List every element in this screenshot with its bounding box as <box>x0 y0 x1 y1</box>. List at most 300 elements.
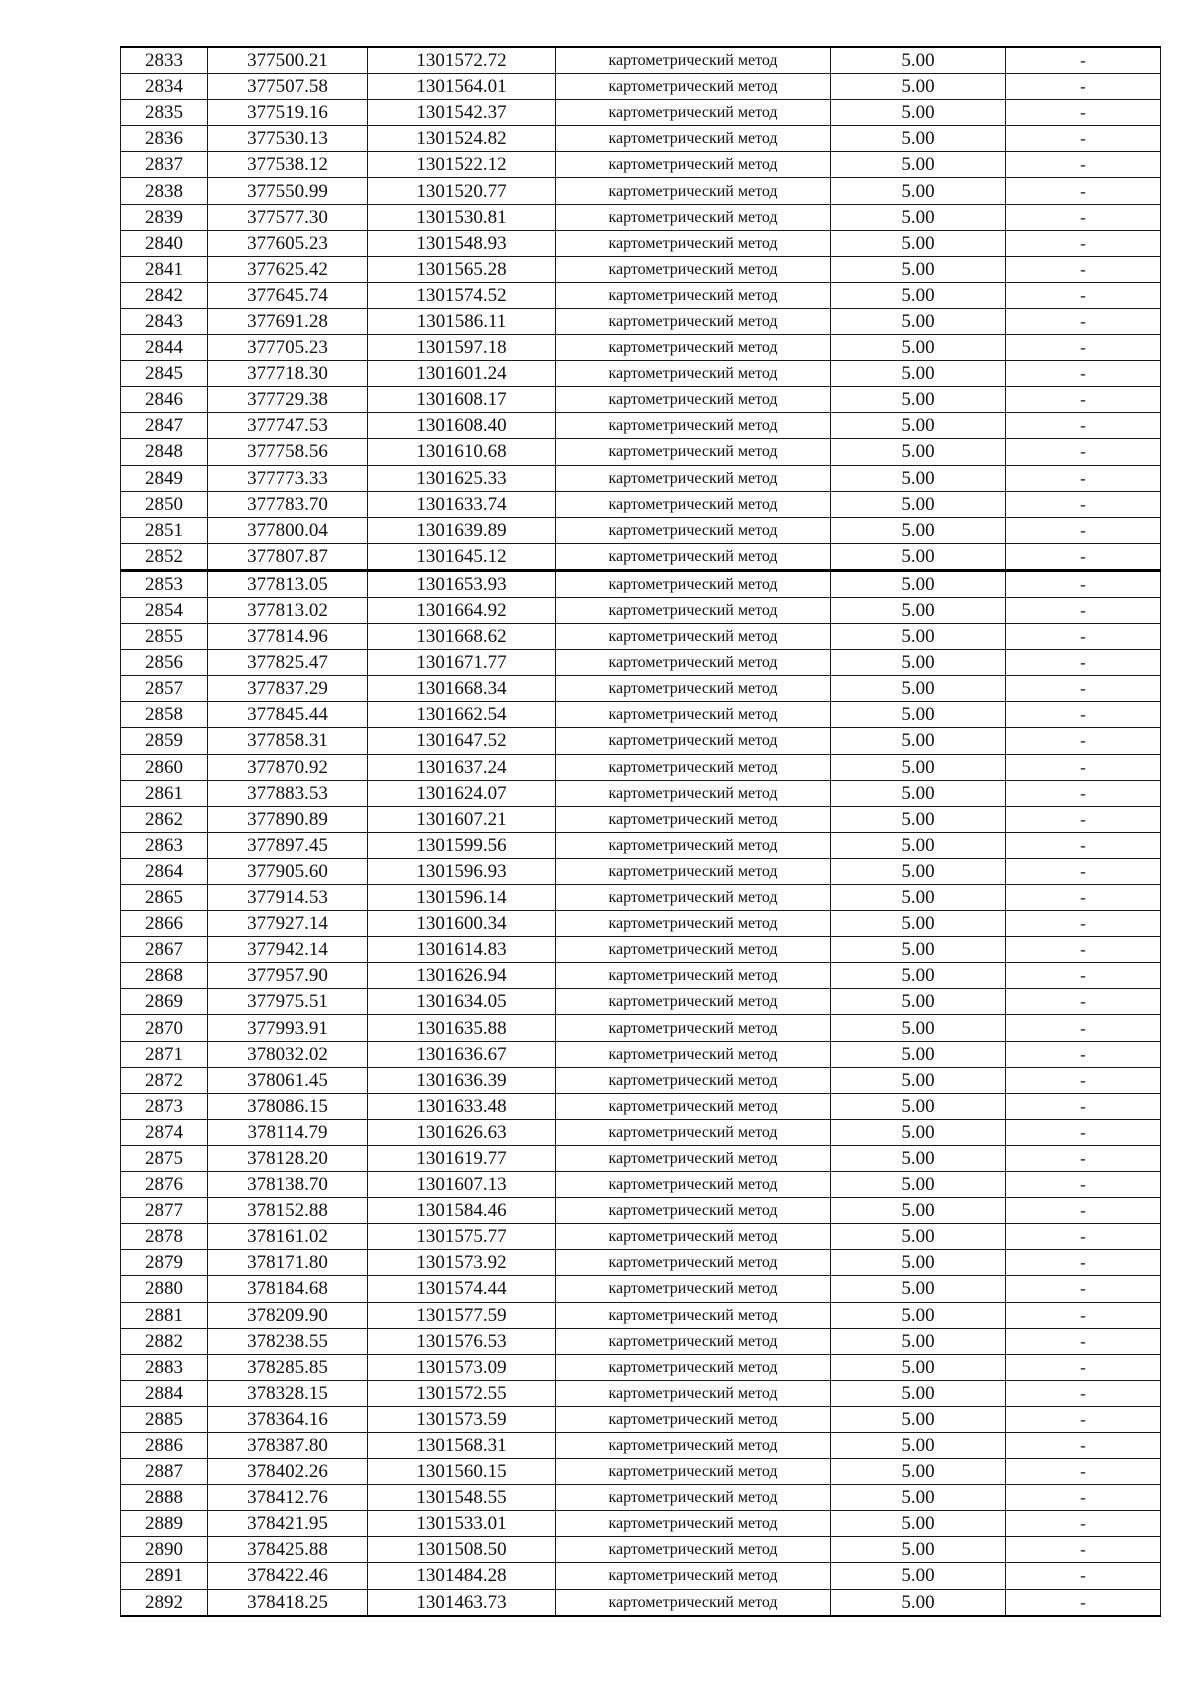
point-number-cell: 2875 <box>121 1145 208 1171</box>
y-coordinate-cell: 1301636.39 <box>368 1067 556 1093</box>
error-cell: 5.00 <box>831 256 1006 282</box>
y-coordinate-cell: 1301668.34 <box>368 676 556 702</box>
y-coordinate-cell: 1301568.31 <box>368 1432 556 1458</box>
x-coordinate-cell: 377858.31 <box>208 728 368 754</box>
point-number-cell: 2865 <box>121 885 208 911</box>
y-coordinate-cell: 1301560.15 <box>368 1459 556 1485</box>
point-number-cell: 2887 <box>121 1459 208 1485</box>
point-number-cell: 2867 <box>121 937 208 963</box>
table-row <box>121 178 1161 204</box>
y-coordinate-cell: 1301608.17 <box>368 387 556 413</box>
table-row <box>121 1067 1161 1093</box>
y-coordinate-cell: 1301600.34 <box>368 911 556 937</box>
y-coordinate-cell: 1301572.72 <box>368 47 556 74</box>
error-cell: 5.00 <box>831 1198 1006 1224</box>
y-coordinate-cell: 1301626.94 <box>368 963 556 989</box>
note-cell: - <box>1006 47 1161 74</box>
y-coordinate-cell: 1301619.77 <box>368 1145 556 1171</box>
note-cell: - <box>1006 1380 1161 1406</box>
method-cell: картометрический метод <box>556 256 831 282</box>
method-cell: картометрический метод <box>556 1380 831 1406</box>
error-cell: 5.00 <box>831 702 1006 728</box>
table-row <box>121 491 1161 517</box>
point-number-cell: 2860 <box>121 754 208 780</box>
table-row <box>121 465 1161 491</box>
error-cell: 5.00 <box>831 387 1006 413</box>
note-cell: - <box>1006 1198 1161 1224</box>
x-coordinate-cell: 377705.23 <box>208 335 368 361</box>
x-coordinate-cell: 377538.12 <box>208 152 368 178</box>
table-row <box>121 1015 1161 1041</box>
y-coordinate-cell: 1301653.93 <box>368 570 556 597</box>
point-number-cell: 2842 <box>121 282 208 308</box>
y-coordinate-cell: 1301565.28 <box>368 256 556 282</box>
y-coordinate-cell: 1301597.18 <box>368 335 556 361</box>
x-coordinate-cell: 377729.38 <box>208 387 368 413</box>
error-cell: 5.00 <box>831 832 1006 858</box>
error-cell: 5.00 <box>831 885 1006 911</box>
note-cell: - <box>1006 335 1161 361</box>
error-cell: 5.00 <box>831 152 1006 178</box>
point-number-cell: 2877 <box>121 1198 208 1224</box>
x-coordinate-cell: 378238.55 <box>208 1328 368 1354</box>
point-number-cell: 2869 <box>121 989 208 1015</box>
note-cell: - <box>1006 465 1161 491</box>
y-coordinate-cell: 1301572.55 <box>368 1380 556 1406</box>
error-cell: 5.00 <box>831 491 1006 517</box>
point-number-cell: 2852 <box>121 543 208 570</box>
error-cell: 5.00 <box>831 1041 1006 1067</box>
table-row <box>121 308 1161 334</box>
table-row <box>121 256 1161 282</box>
note-cell: - <box>1006 754 1161 780</box>
x-coordinate-cell: 377530.13 <box>208 126 368 152</box>
method-cell: картометрический метод <box>556 335 831 361</box>
error-cell: 5.00 <box>831 1511 1006 1537</box>
method-cell: картометрический метод <box>556 1198 831 1224</box>
y-coordinate-cell: 1301662.54 <box>368 702 556 728</box>
method-cell: картометрический метод <box>556 1067 831 1093</box>
x-coordinate-cell: 378032.02 <box>208 1041 368 1067</box>
method-cell: картометрический метод <box>556 885 831 911</box>
x-coordinate-cell: 378171.80 <box>208 1250 368 1276</box>
note-cell: - <box>1006 597 1161 623</box>
x-coordinate-cell: 377773.33 <box>208 465 368 491</box>
error-cell: 5.00 <box>831 1093 1006 1119</box>
table-row <box>121 1432 1161 1458</box>
coordinates-table-body <box>121 47 1161 1616</box>
y-coordinate-cell: 1301520.77 <box>368 178 556 204</box>
table-row <box>121 937 1161 963</box>
x-coordinate-cell: 377905.60 <box>208 858 368 884</box>
table-row <box>121 1328 1161 1354</box>
table-row <box>121 361 1161 387</box>
y-coordinate-cell: 1301463.73 <box>368 1589 556 1616</box>
table-row <box>121 597 1161 623</box>
note-cell: - <box>1006 780 1161 806</box>
table-row <box>121 1563 1161 1589</box>
table-row <box>121 1093 1161 1119</box>
method-cell: картометрический метод <box>556 1145 831 1171</box>
y-coordinate-cell: 1301633.48 <box>368 1093 556 1119</box>
method-cell: картометрический метод <box>556 178 831 204</box>
note-cell: - <box>1006 1250 1161 1276</box>
y-coordinate-cell: 1301671.77 <box>368 650 556 676</box>
note-cell: - <box>1006 806 1161 832</box>
x-coordinate-cell: 378086.15 <box>208 1093 368 1119</box>
point-number-cell: 2886 <box>121 1432 208 1458</box>
y-coordinate-cell: 1301522.12 <box>368 152 556 178</box>
x-coordinate-cell: 377914.53 <box>208 885 368 911</box>
method-cell: картометрический метод <box>556 1432 831 1458</box>
error-cell: 5.00 <box>831 754 1006 780</box>
error-cell: 5.00 <box>831 676 1006 702</box>
method-cell: картометрический метод <box>556 1328 831 1354</box>
y-coordinate-cell: 1301576.53 <box>368 1328 556 1354</box>
note-cell: - <box>1006 282 1161 308</box>
method-cell: картометрический метод <box>556 1302 831 1328</box>
y-coordinate-cell: 1301639.89 <box>368 517 556 543</box>
y-coordinate-cell: 1301668.62 <box>368 624 556 650</box>
point-number-cell: 2849 <box>121 465 208 491</box>
y-coordinate-cell: 1301564.01 <box>368 74 556 100</box>
note-cell: - <box>1006 650 1161 676</box>
point-number-cell: 2870 <box>121 1015 208 1041</box>
method-cell: картометрический метод <box>556 1093 831 1119</box>
method-cell: картометрический метод <box>556 1459 831 1485</box>
note-cell: - <box>1006 1406 1161 1432</box>
y-coordinate-cell: 1301634.05 <box>368 989 556 1015</box>
x-coordinate-cell: 377957.90 <box>208 963 368 989</box>
point-number-cell: 2839 <box>121 204 208 230</box>
table-row <box>121 754 1161 780</box>
x-coordinate-cell: 378387.80 <box>208 1432 368 1458</box>
method-cell: картометрический метод <box>556 1276 831 1302</box>
table-row <box>121 1041 1161 1067</box>
note-cell: - <box>1006 100 1161 126</box>
table-row <box>121 74 1161 100</box>
x-coordinate-cell: 378209.90 <box>208 1302 368 1328</box>
note-cell: - <box>1006 387 1161 413</box>
x-coordinate-cell: 377814.96 <box>208 624 368 650</box>
x-coordinate-cell: 377758.56 <box>208 439 368 465</box>
table-row <box>121 650 1161 676</box>
y-coordinate-cell: 1301601.24 <box>368 361 556 387</box>
method-cell: картометрический метод <box>556 624 831 650</box>
table-row <box>121 1459 1161 1485</box>
table-row <box>121 152 1161 178</box>
x-coordinate-cell: 377870.92 <box>208 754 368 780</box>
note-cell: - <box>1006 439 1161 465</box>
y-coordinate-cell: 1301548.93 <box>368 230 556 256</box>
error-cell: 5.00 <box>831 1459 1006 1485</box>
point-number-cell: 2883 <box>121 1354 208 1380</box>
point-number-cell: 2862 <box>121 806 208 832</box>
point-number-cell: 2838 <box>121 178 208 204</box>
method-cell: картометрический метод <box>556 413 831 439</box>
note-cell: - <box>1006 1302 1161 1328</box>
point-number-cell: 2885 <box>121 1406 208 1432</box>
note-cell: - <box>1006 885 1161 911</box>
method-cell: картометрический метод <box>556 650 831 676</box>
y-coordinate-cell: 1301626.63 <box>368 1119 556 1145</box>
point-number-cell: 2854 <box>121 597 208 623</box>
note-cell: - <box>1006 230 1161 256</box>
point-number-cell: 2876 <box>121 1172 208 1198</box>
error-cell: 5.00 <box>831 439 1006 465</box>
method-cell: картометрический метод <box>556 832 831 858</box>
table-row <box>121 1302 1161 1328</box>
point-number-cell: 2866 <box>121 911 208 937</box>
table-row <box>121 570 1161 597</box>
point-number-cell: 2833 <box>121 47 208 74</box>
y-coordinate-cell: 1301596.93 <box>368 858 556 884</box>
note-cell: - <box>1006 1511 1161 1537</box>
error-cell: 5.00 <box>831 1354 1006 1380</box>
table-row <box>121 543 1161 570</box>
method-cell: картометрический метод <box>556 1511 831 1537</box>
y-coordinate-cell: 1301635.88 <box>368 1015 556 1041</box>
table-row <box>121 780 1161 806</box>
error-cell: 5.00 <box>831 517 1006 543</box>
x-coordinate-cell: 377942.14 <box>208 937 368 963</box>
x-coordinate-cell: 377813.02 <box>208 597 368 623</box>
point-number-cell: 2841 <box>121 256 208 282</box>
x-coordinate-cell: 378421.95 <box>208 1511 368 1537</box>
method-cell: картометрический метод <box>556 152 831 178</box>
error-cell: 5.00 <box>831 1380 1006 1406</box>
method-cell: картометрический метод <box>556 1015 831 1041</box>
method-cell: картометрический метод <box>556 47 831 74</box>
x-coordinate-cell: 378128.20 <box>208 1145 368 1171</box>
note-cell: - <box>1006 728 1161 754</box>
x-coordinate-cell: 377927.14 <box>208 911 368 937</box>
table-row <box>121 1485 1161 1511</box>
method-cell: картометрический метод <box>556 204 831 230</box>
method-cell: картометрический метод <box>556 491 831 517</box>
method-cell: картометрический метод <box>556 1250 831 1276</box>
table-row <box>121 126 1161 152</box>
point-number-cell: 2843 <box>121 308 208 334</box>
point-number-cell: 2872 <box>121 1067 208 1093</box>
point-number-cell: 2857 <box>121 676 208 702</box>
method-cell: картометрический метод <box>556 1224 831 1250</box>
method-cell: картометрический метод <box>556 465 831 491</box>
table-row <box>121 911 1161 937</box>
point-number-cell: 2890 <box>121 1537 208 1563</box>
error-cell: 5.00 <box>831 204 1006 230</box>
x-coordinate-cell: 377645.74 <box>208 282 368 308</box>
note-cell: - <box>1006 204 1161 230</box>
y-coordinate-cell: 1301508.50 <box>368 1537 556 1563</box>
table-row <box>121 989 1161 1015</box>
note-cell: - <box>1006 1067 1161 1093</box>
x-coordinate-cell: 378285.85 <box>208 1354 368 1380</box>
error-cell: 5.00 <box>831 413 1006 439</box>
point-number-cell: 2856 <box>121 650 208 676</box>
x-coordinate-cell: 377783.70 <box>208 491 368 517</box>
x-coordinate-cell: 378114.79 <box>208 1119 368 1145</box>
error-cell: 5.00 <box>831 1172 1006 1198</box>
note-cell: - <box>1006 1145 1161 1171</box>
note-cell: - <box>1006 1172 1161 1198</box>
y-coordinate-cell: 1301548.55 <box>368 1485 556 1511</box>
method-cell: картометрический метод <box>556 754 831 780</box>
y-coordinate-cell: 1301647.52 <box>368 728 556 754</box>
note-cell: - <box>1006 256 1161 282</box>
y-coordinate-cell: 1301542.37 <box>368 100 556 126</box>
table-row <box>121 100 1161 126</box>
y-coordinate-cell: 1301586.11 <box>368 308 556 334</box>
note-cell: - <box>1006 1354 1161 1380</box>
error-cell: 5.00 <box>831 1250 1006 1276</box>
table-row <box>121 1145 1161 1171</box>
x-coordinate-cell: 378418.25 <box>208 1589 368 1616</box>
method-cell: картометрический метод <box>556 702 831 728</box>
method-cell: картометрический метод <box>556 1485 831 1511</box>
x-coordinate-cell: 377883.53 <box>208 780 368 806</box>
x-coordinate-cell: 378422.46 <box>208 1563 368 1589</box>
error-cell: 5.00 <box>831 1328 1006 1354</box>
table-row <box>121 204 1161 230</box>
point-number-cell: 2836 <box>121 126 208 152</box>
point-number-cell: 2858 <box>121 702 208 728</box>
point-number-cell: 2863 <box>121 832 208 858</box>
y-coordinate-cell: 1301533.01 <box>368 1511 556 1537</box>
error-cell: 5.00 <box>831 1119 1006 1145</box>
error-cell: 5.00 <box>831 178 1006 204</box>
method-cell: картометрический метод <box>556 937 831 963</box>
method-cell: картометрический метод <box>556 570 831 597</box>
table-row <box>121 517 1161 543</box>
note-cell: - <box>1006 74 1161 100</box>
note-cell: - <box>1006 624 1161 650</box>
method-cell: картометрический метод <box>556 911 831 937</box>
y-coordinate-cell: 1301607.21 <box>368 806 556 832</box>
error-cell: 5.00 <box>831 858 1006 884</box>
y-coordinate-cell: 1301607.13 <box>368 1172 556 1198</box>
method-cell: картометрический метод <box>556 1537 831 1563</box>
point-number-cell: 2844 <box>121 335 208 361</box>
error-cell: 5.00 <box>831 1067 1006 1093</box>
point-number-cell: 2855 <box>121 624 208 650</box>
x-coordinate-cell: 377747.53 <box>208 413 368 439</box>
note-cell: - <box>1006 702 1161 728</box>
error-cell: 5.00 <box>831 1145 1006 1171</box>
note-cell: - <box>1006 1459 1161 1485</box>
point-number-cell: 2847 <box>121 413 208 439</box>
error-cell: 5.00 <box>831 911 1006 937</box>
x-coordinate-cell: 377691.28 <box>208 308 368 334</box>
table-row <box>121 335 1161 361</box>
note-cell: - <box>1006 1485 1161 1511</box>
error-cell: 5.00 <box>831 1485 1006 1511</box>
x-coordinate-cell: 377605.23 <box>208 230 368 256</box>
table-row <box>121 282 1161 308</box>
error-cell: 5.00 <box>831 126 1006 152</box>
y-coordinate-cell: 1301608.40 <box>368 413 556 439</box>
note-cell: - <box>1006 308 1161 334</box>
point-number-cell: 2879 <box>121 1250 208 1276</box>
error-cell: 5.00 <box>831 308 1006 334</box>
point-number-cell: 2878 <box>121 1224 208 1250</box>
method-cell: картометрический метод <box>556 361 831 387</box>
x-coordinate-cell: 377813.05 <box>208 570 368 597</box>
table-row <box>121 1354 1161 1380</box>
y-coordinate-cell: 1301610.68 <box>368 439 556 465</box>
coordinates-table <box>120 46 1161 1617</box>
x-coordinate-cell: 377890.89 <box>208 806 368 832</box>
error-cell: 5.00 <box>831 361 1006 387</box>
x-coordinate-cell: 378364.16 <box>208 1406 368 1432</box>
error-cell: 5.00 <box>831 543 1006 570</box>
point-number-cell: 2873 <box>121 1093 208 1119</box>
y-coordinate-cell: 1301573.09 <box>368 1354 556 1380</box>
method-cell: картометрический метод <box>556 230 831 256</box>
method-cell: картометрический метод <box>556 282 831 308</box>
point-number-cell: 2859 <box>121 728 208 754</box>
table-row <box>121 1250 1161 1276</box>
point-number-cell: 2889 <box>121 1511 208 1537</box>
y-coordinate-cell: 1301573.59 <box>368 1406 556 1432</box>
table-row <box>121 885 1161 911</box>
note-cell: - <box>1006 937 1161 963</box>
note-cell: - <box>1006 1328 1161 1354</box>
x-coordinate-cell: 377625.42 <box>208 256 368 282</box>
error-cell: 5.00 <box>831 1224 1006 1250</box>
x-coordinate-cell: 378402.26 <box>208 1459 368 1485</box>
y-coordinate-cell: 1301664.92 <box>368 597 556 623</box>
method-cell: картометрический метод <box>556 989 831 1015</box>
table-row <box>121 1172 1161 1198</box>
error-cell: 5.00 <box>831 780 1006 806</box>
note-cell: - <box>1006 491 1161 517</box>
note-cell: - <box>1006 178 1161 204</box>
point-number-cell: 2881 <box>121 1302 208 1328</box>
y-coordinate-cell: 1301645.12 <box>368 543 556 570</box>
table-row <box>121 858 1161 884</box>
error-cell: 5.00 <box>831 963 1006 989</box>
table-row <box>121 963 1161 989</box>
note-cell: - <box>1006 1563 1161 1589</box>
x-coordinate-cell: 378152.88 <box>208 1198 368 1224</box>
y-coordinate-cell: 1301596.14 <box>368 885 556 911</box>
y-coordinate-cell: 1301484.28 <box>368 1563 556 1589</box>
table-row <box>121 230 1161 256</box>
point-number-cell: 2840 <box>121 230 208 256</box>
method-cell: картометрический метод <box>556 543 831 570</box>
error-cell: 5.00 <box>831 1276 1006 1302</box>
x-coordinate-cell: 377500.21 <box>208 47 368 74</box>
table-row <box>121 676 1161 702</box>
table-row <box>121 1537 1161 1563</box>
note-cell: - <box>1006 361 1161 387</box>
note-cell: - <box>1006 1432 1161 1458</box>
x-coordinate-cell: 377897.45 <box>208 832 368 858</box>
note-cell: - <box>1006 1041 1161 1067</box>
point-number-cell: 2868 <box>121 963 208 989</box>
table-row <box>121 1198 1161 1224</box>
error-cell: 5.00 <box>831 47 1006 74</box>
error-cell: 5.00 <box>831 282 1006 308</box>
error-cell: 5.00 <box>831 937 1006 963</box>
note-cell: - <box>1006 1093 1161 1119</box>
table-row <box>121 1380 1161 1406</box>
table-row <box>121 832 1161 858</box>
x-coordinate-cell: 378412.76 <box>208 1485 368 1511</box>
error-cell: 5.00 <box>831 1302 1006 1328</box>
table-row <box>121 624 1161 650</box>
